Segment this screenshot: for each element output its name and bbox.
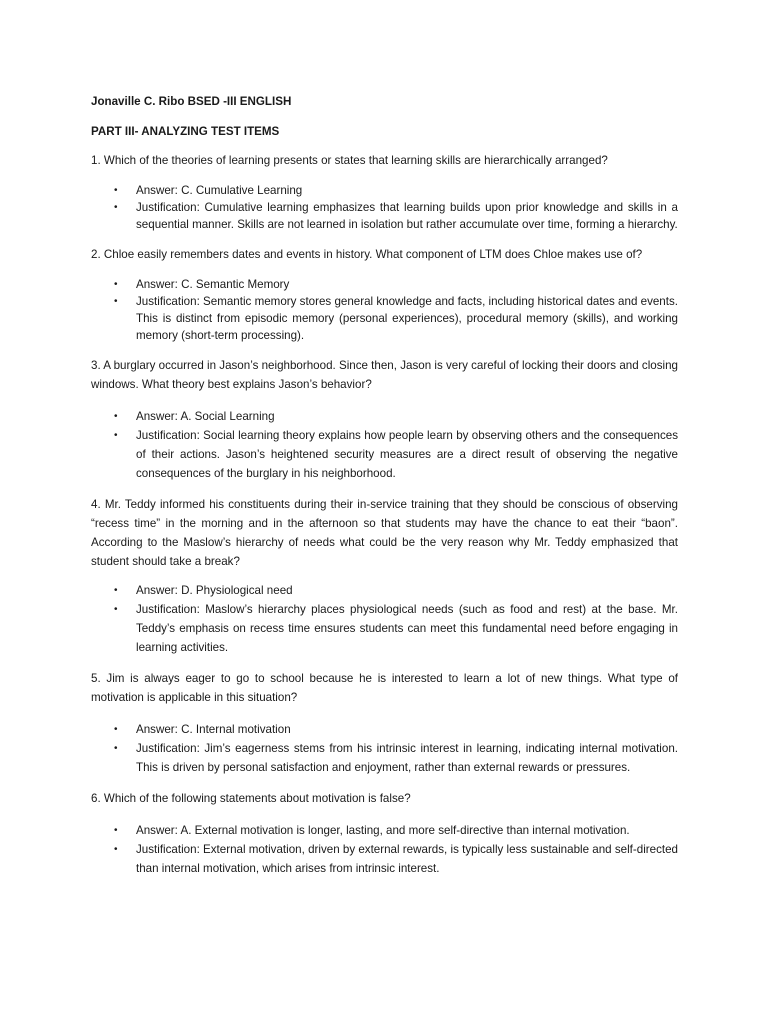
- justification-text: Justification: Semantic memory stores general knowledge and facts, including historical dates and events. This is distinct from episodic memory (personal experiences), procedural memory (skills), and working memory (short-term processing).: [136, 295, 678, 342]
- question-4: 4. Mr. Teddy informed his constituents during their in-service training that they should be conscious of observing “recess time” in the morning and in the afternoon so that students may have the chance to eat their “baon”. According to the Maslow’s hierarchy of needs what could be the very reason why Mr. Teddy emphasized that student should take a break?: [91, 498, 678, 568]
- answer-text: Answer: D. Physiological need: [136, 584, 293, 597]
- bullet-icon: •: [114, 585, 118, 596]
- question-5-items: [91, 720, 678, 777]
- answer-item: [91, 720, 678, 739]
- document-body: [91, 93, 678, 890]
- question-6-items: [91, 821, 678, 878]
- justification-item: [91, 840, 678, 878]
- justification-item: [91, 293, 678, 344]
- section-title: PART III- ANALYZING TEST ITEMS: [91, 125, 280, 138]
- answer-text: Answer: A. External motivation is longer, lasting, and more self-directive than internal motivation.: [136, 824, 630, 837]
- author-line: Jonaville C. Ribo BSED -III ENGLISH: [91, 95, 292, 108]
- bullet-icon: •: [114, 411, 118, 422]
- bullet-icon: •: [114, 743, 118, 754]
- answer-text: Answer: C. Cumulative Learning: [136, 184, 303, 197]
- justification-text: Justification: External motivation, driven by external rewards, is typically less sustainable and self-directed than internal motivation, which arises from intrinsic interest.: [136, 843, 678, 875]
- answer-text: Answer: C. Internal motivation: [136, 723, 291, 736]
- answer-text: Answer: A. Social Learning: [136, 410, 275, 423]
- justification-item: [91, 600, 678, 657]
- question-4-items: [91, 581, 678, 657]
- justification-text: Justification: Cumulative learning emphasizes that learning builds upon prior knowledge and skills in a sequential manner. Skills are not learned in isolation but rather accumulate over time, forming a hierarchy.: [136, 201, 678, 231]
- justification-text: Justification: Jim’s eagerness stems from his intrinsic interest in learning, indicating internal motivation. This is driven by personal satisfaction and enjoyment, rather than external rewards or pressures.: [136, 742, 678, 774]
- justification-text: Justification: Maslow’s hierarchy places physiological needs (such as food and rest) at the base. Mr. Teddy’s emphasis on recess time ensures students can meet this fundamental need before engaging in learning activities.: [136, 603, 678, 654]
- bullet-icon: •: [114, 296, 118, 307]
- justification-text: Justification: Social learning theory explains how people learn by observing others and the consequences of their actions. Jason’s heightened security measures are a direct result of observing the negative consequences of the burglary in his neighborhood.: [136, 429, 678, 480]
- bullet-icon: •: [114, 202, 118, 213]
- bullet-icon: •: [114, 185, 118, 196]
- justification-item: [91, 199, 678, 233]
- question-5: 5. Jim is always eager to go to school because he is interested to learn a lot of new things. What type of motivation is applicable in this situation?: [91, 672, 678, 704]
- bullet-icon: •: [114, 279, 118, 290]
- bullet-icon: •: [114, 724, 118, 735]
- question-2-items: [91, 276, 678, 344]
- bullet-icon: •: [114, 844, 118, 855]
- question-6: 6. Which of the following statements about motivation is false?: [91, 792, 411, 805]
- question-2: 2. Chloe easily remembers dates and events in history. What component of LTM does Chloe makes use of?: [91, 248, 643, 261]
- answer-item: [91, 581, 678, 600]
- justification-item: [91, 426, 678, 483]
- question-3: 3. A burglary occurred in Jason’s neighborhood. Since then, Jason is very careful of locking their doors and closing windows. What theory best explains Jason’s behavior?: [91, 359, 678, 391]
- bullet-icon: •: [114, 430, 118, 441]
- answer-item: [91, 821, 678, 840]
- question-1: 1. Which of the theories of learning presents or states that learning skills are hierarchically arranged?: [91, 154, 608, 167]
- bullet-icon: •: [114, 825, 118, 836]
- answer-item: [91, 182, 678, 199]
- answer-item: [91, 407, 678, 426]
- question-3-items: [91, 407, 678, 483]
- justification-item: [91, 739, 678, 777]
- question-1-items: [91, 182, 678, 233]
- answer-item: [91, 276, 678, 293]
- answer-text: Answer: C. Semantic Memory: [136, 278, 290, 291]
- bullet-icon: •: [114, 604, 118, 615]
